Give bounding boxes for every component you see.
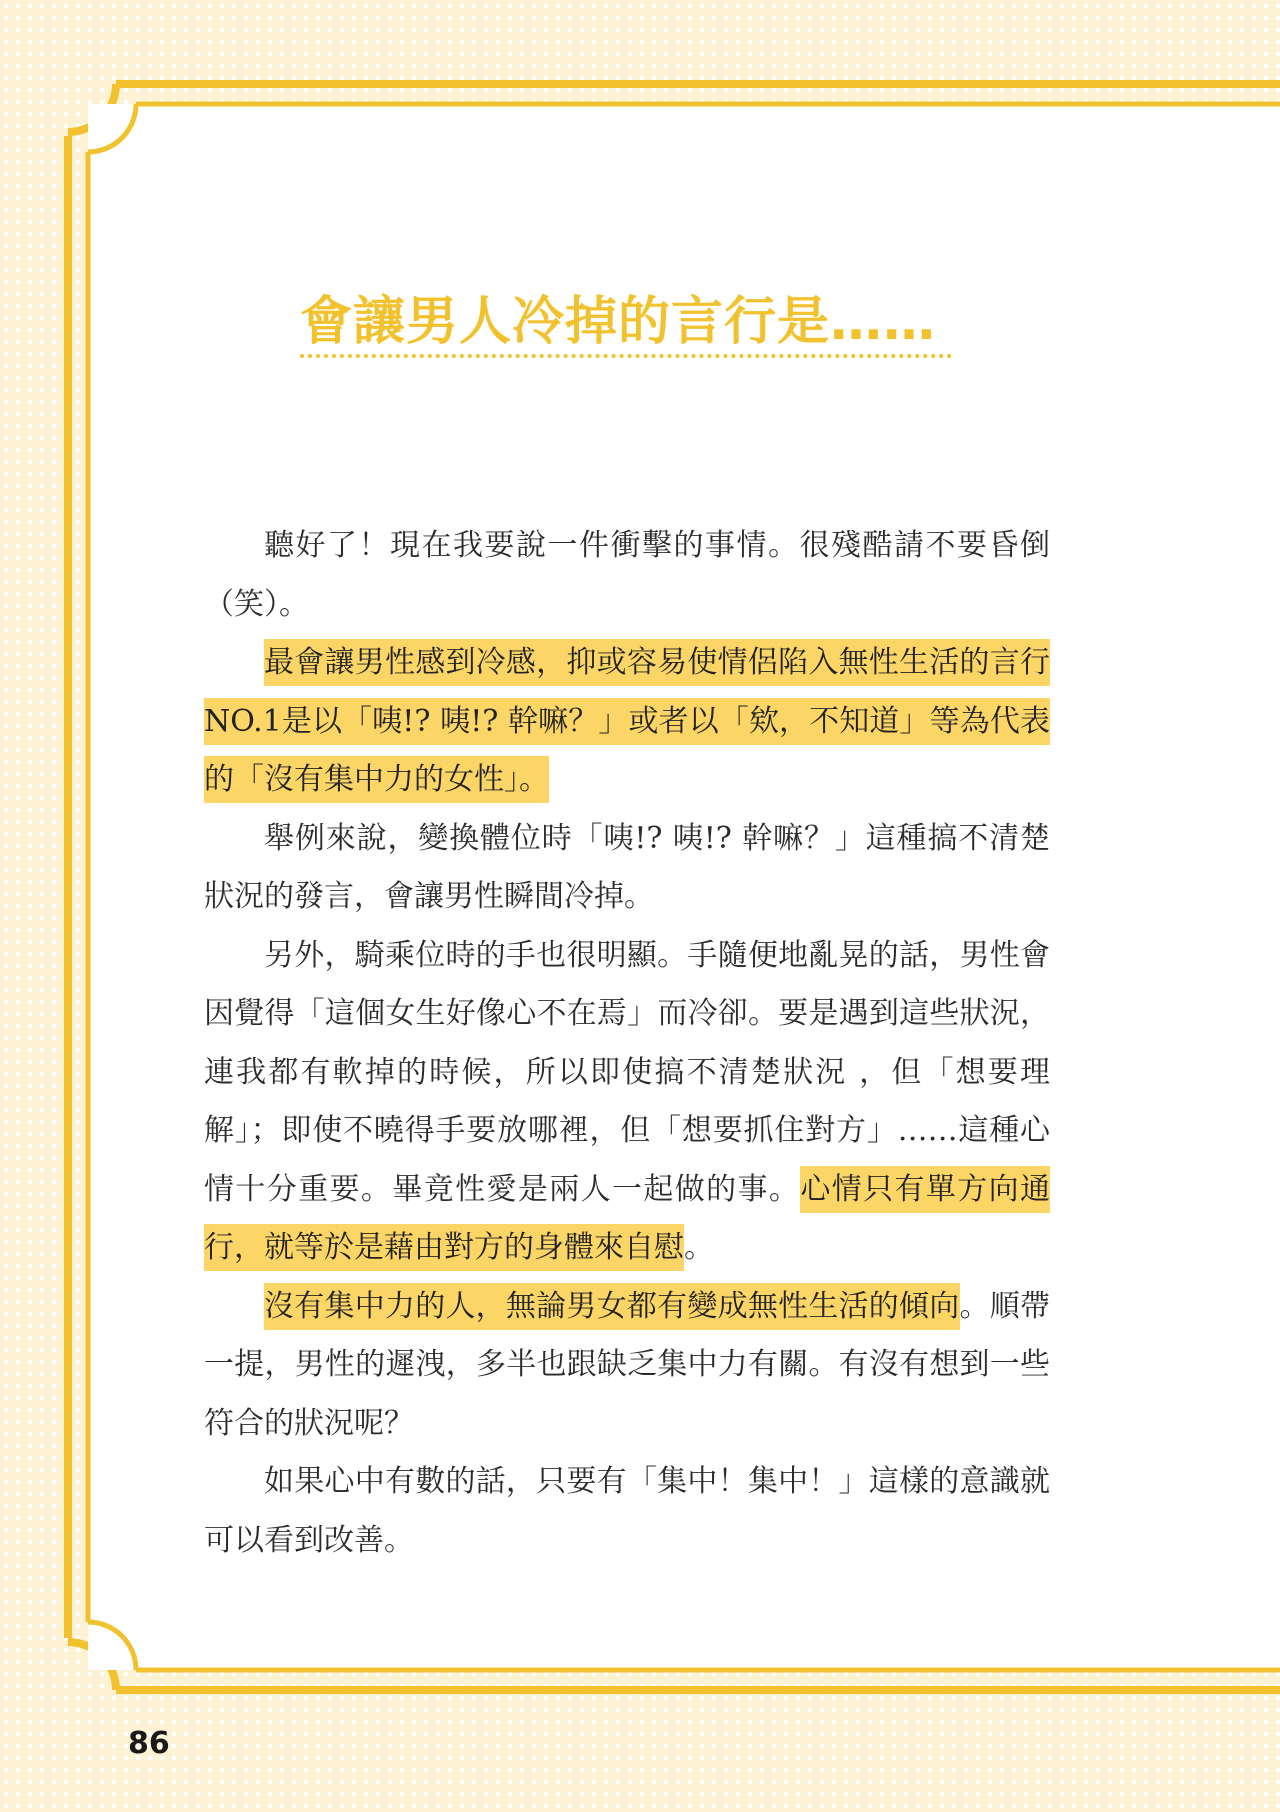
- paragraph: [204, 634, 1050, 810]
- highlighted-text: 心情只有單方向通行，就等於是藉由對方的身體來自慰: [204, 1166, 1050, 1272]
- highlighted-text: 最會讓男性感到冷感，抑或容易使情侶陷入無性生活的言行NO.1是以「咦!? 咦!? 幹嘛？」或者以「欸，不知道」等為代表的「沒有集中力的女性」。: [204, 639, 1050, 803]
- page-number: 86: [128, 1726, 170, 1761]
- paragraph-text: 另外，騎乘位時的手也很明顯。手隨便地亂晃的話，男性會因覺得「這個女生好像心不在焉」而冷卻。要是遇到這些狀況，連我都有軟掉的時候，所以即使搞不清楚狀況 ，但「想要理解」；即使不曉得手要放哪裡，但「想要抓住對方」……這種心情十分重要。畢竟性愛是兩人一起做的事。: [204, 937, 1050, 1207]
- paragraph: [204, 1453, 1050, 1570]
- paragraph-text: 。: [684, 1230, 714, 1265]
- title-dotted-underline: [300, 354, 952, 358]
- paragraph: [204, 810, 1050, 927]
- paragraph: [204, 927, 1050, 1278]
- highlighted-text: 沒有集中力的人，無論男女都有變成無性生活的傾向: [264, 1283, 960, 1330]
- paragraph-text: 如果心中有數的話，只要有「集中！集中！」這樣的意識就可以看到改善。: [204, 1464, 1050, 1558]
- paragraph: [204, 517, 1050, 634]
- page-title: 會讓男人冷掉的言行是……: [300, 292, 937, 352]
- paragraph: [204, 1278, 1050, 1454]
- paragraph-text: 聽好了！現在我要說一件衝擊的事情。很殘酷請不要昏倒（笑）。: [204, 528, 1050, 622]
- paragraph-text: 舉例來說，變換體位時「咦!? 咦!? 幹嘛？」這種搞不清楚狀況的發言，會讓男性瞬間冷掉。: [204, 820, 1050, 914]
- body-text: [204, 517, 1050, 1570]
- paragraph-text: 。順帶一提，男性的遲洩，多半也跟缺乏集中力有關。有沒有想到一些符合的狀況呢？: [204, 1288, 1051, 1441]
